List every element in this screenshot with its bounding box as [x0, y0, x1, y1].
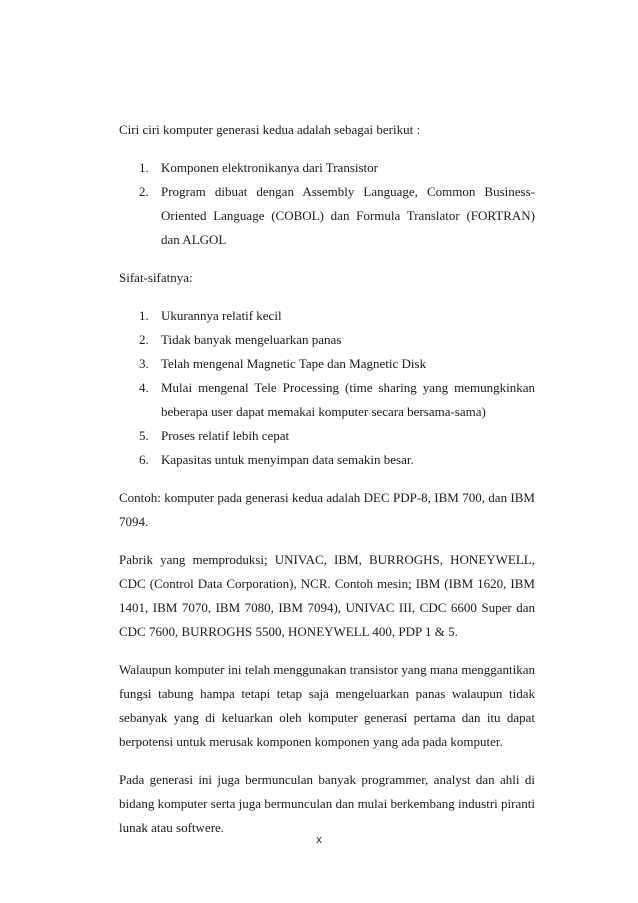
list-item: [119, 352, 535, 376]
list-number: 4.: [139, 380, 149, 395]
list-text: Ukurannya relatif kecil: [161, 308, 282, 323]
page-number: x: [316, 834, 322, 846]
list-text: Komponen elektronikanya dari Transistor: [161, 160, 378, 175]
pabrik-paragraph: Pabrik yang memproduksi; UNIVAC, IBM, BURROGHS, HONEYWELL, CDC (Control Data Corporation), NCR. Contoh mesin; IBM (IBM 1620, IBM 1401, IBM 7070, IBM 7080, IBM 7094), UNIVAC III, CDC 6600 Super dan CDC 7600, BURROGHS 5500, HONEYWELL 400, PDP 1 & 5.: [119, 552, 535, 639]
list-text: Proses relatif lebih cepat: [161, 428, 290, 443]
pada-paragraph: Pada generasi ini juga bermunculan banyak programmer, analyst dan ahli di bidang komputer serta juga bermunculan dan mulai berkembang industri piranti lunak atau softwere.: [119, 772, 535, 835]
list-number: 2.: [139, 184, 149, 199]
list-item: [119, 304, 535, 328]
list-number: 2.: [139, 332, 149, 347]
components-list: [119, 156, 535, 252]
list-text: Kapasitas untuk menyimpan data semakin besar.: [161, 452, 414, 467]
list-item: [119, 448, 535, 472]
intro-paragraph: Ciri ciri komputer generasi kedua adalah sebagai berikut :: [119, 122, 421, 137]
list-text: Tidak banyak mengeluarkan panas: [161, 332, 342, 347]
list-text: Mulai mengenal Tele Processing (time sharing yang memungkinkan beberapa user dapat memakai komputer secara bersama-sama): [161, 380, 535, 419]
sifat-heading: Sifat-sifatnya:: [119, 270, 193, 285]
list-item: [119, 328, 535, 352]
walaupun-paragraph: Walaupun komputer ini telah menggunakan transistor yang mana menggantikan fungsi tabung hampa tetapi tetap saja mengeluarkan panas walaupun tidak sebanyak yang di keluarkan oleh komputer generasi pertama dan itu dapat berpotensi untuk merusak komponen komponen yang ada pada komputer.: [119, 662, 535, 749]
list-number: 1.: [139, 160, 149, 175]
contoh-paragraph: Contoh: komputer pada generasi kedua adalah DEC PDP-8, IBM 700, dan IBM 7094.: [119, 490, 535, 529]
list-item: [119, 180, 535, 252]
list-item: [119, 156, 535, 180]
list-number: 5.: [139, 428, 149, 443]
list-number: 1.: [139, 308, 149, 323]
page-content: [119, 118, 535, 854]
list-text: Telah mengenal Magnetic Tape dan Magnetic Disk: [161, 356, 427, 371]
list-text: Program dibuat dengan Assembly Language, Common Business-Oriented Language (COBOL) dan Formula Translator (FORTRAN) dan ALGOL: [161, 184, 535, 247]
list-item: [119, 424, 535, 448]
list-number: 3.: [139, 356, 149, 371]
properties-list: [119, 304, 535, 472]
list-item: [119, 376, 535, 424]
list-number: 6.: [139, 452, 149, 467]
